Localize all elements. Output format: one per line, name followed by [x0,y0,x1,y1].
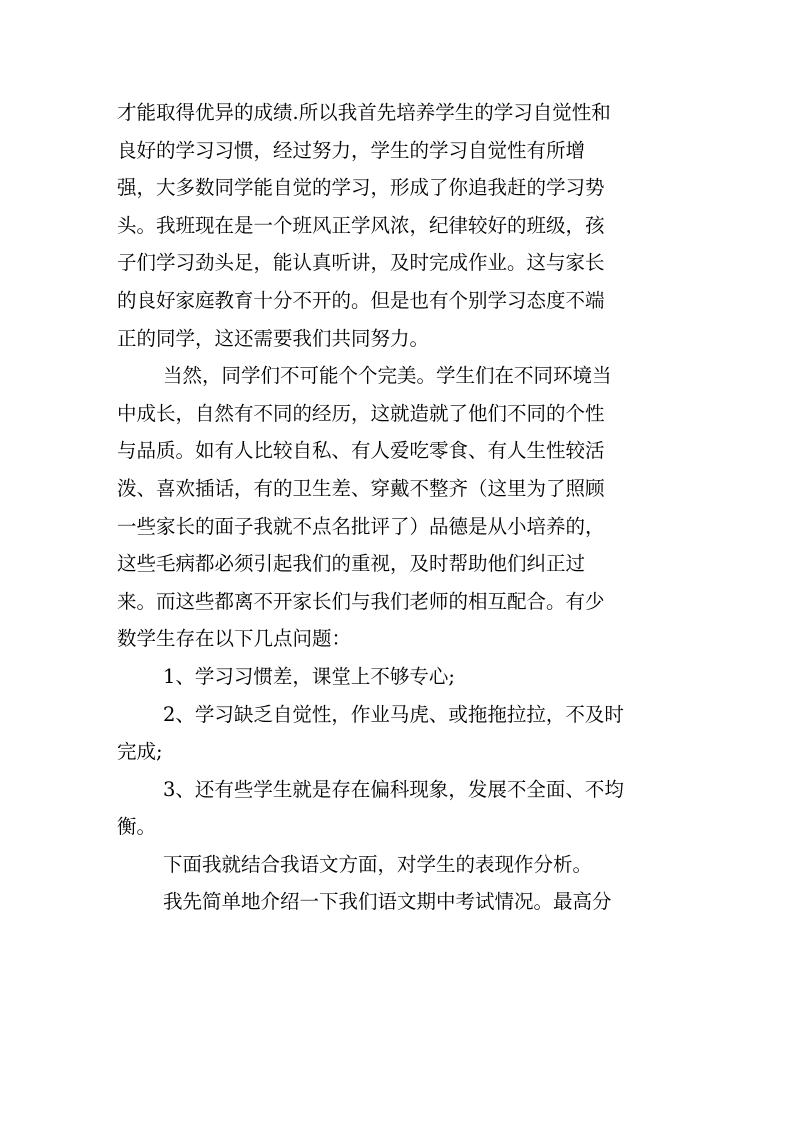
text-line: 正的同学，这还需要我们共同努力。 [117,326,430,350]
text-line: 数学生存在以下几点问题： [117,627,352,651]
text-line: 才能取得优异的成绩.所以我首先培养学生的学习自觉性和 [117,101,611,124]
text-line: 衡。 [117,815,157,839]
text-line: 来。而这些都离不开家长们与我们老师的相互配合。有少 [117,589,605,613]
text-line: 良好的学习习惯，经过努力，学生的学习自觉性有所增 [117,138,586,162]
text-line: 强，大多数同学能自觉的学习，形成了你追我赶的学习势 [117,176,605,200]
text-line: 一些家长的面子我就不点名批评了）品德是从小培养的， [117,514,605,538]
text-line: 这些毛病都必须引起我们的重视，及时帮助他们纠正过 [117,552,586,576]
text-line: 当然，同学们不可能个个完美。学生们在不同环境当 [163,364,612,388]
text-line: 子们学习劲头足，能认真听讲，及时完成作业。这与家长 [117,251,605,275]
list-item: 3、还有些学生就是存在偏科现象，发展不全面、不均 [163,777,624,801]
document-page [117,94,677,921]
text-line: 我先简单地介绍一下我们语文期中考试情况。最高分 [163,890,612,914]
text-line: 的良好家庭教育十分不开的。但是也有个别学习态度不端 [117,288,605,312]
text-line: 完成; [117,740,163,764]
text-line: 泼、喜欢插话，有的卫生差、穿戴不整齐（这里为了照顾 [117,476,605,500]
text-line: 下面我就结合我语文方面，对学生的表现作分析。 [163,852,593,876]
list-item: 2、学习缺乏自觉性，作业马虎、或拖拖拉拉，不及时 [163,702,624,726]
text-line: 中成长，自然有不同的经历，这就造就了他们不同的个性 [117,401,605,425]
list-item: 1、学习习惯差，课堂上不够专心; [163,664,455,688]
text-line: 头。我班现在是一个班风正学风浓，纪律较好的班级，孩 [117,213,605,237]
text-line: 与品质。如有人比较自私、有人爱吃零食、有人生性较活 [117,439,605,463]
